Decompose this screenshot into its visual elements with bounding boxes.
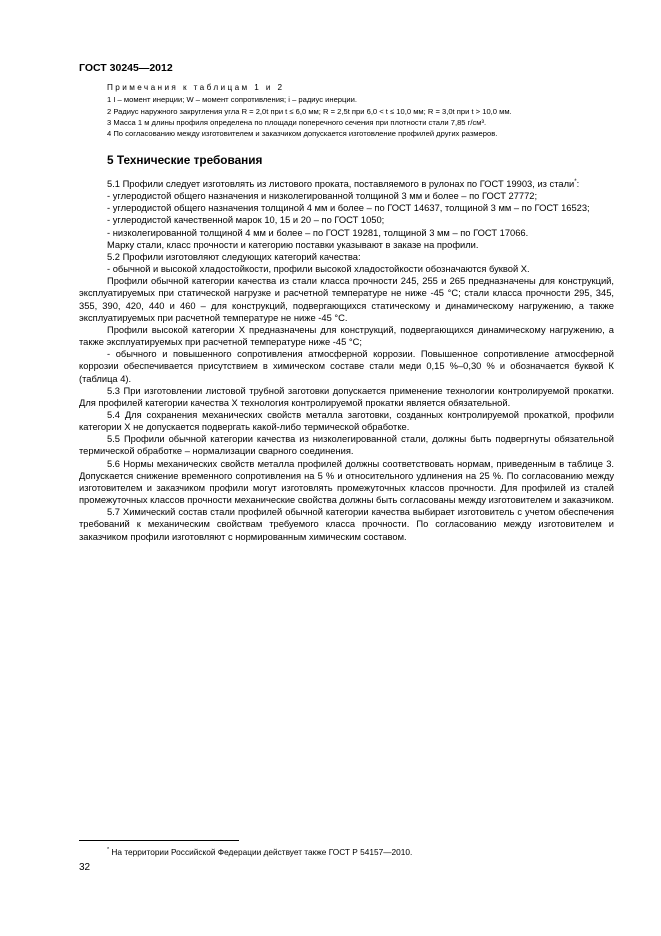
paragraph-5-1 <box>79 178 614 190</box>
footnote-text: На территории Российской Федерации действует также ГОСТ Р 54157—2010. <box>111 847 413 857</box>
document-header: ГОСТ 30245—2012 <box>79 62 173 74</box>
list-item: - обычного и повышенного сопротивления атмосферной коррозии. Повышенное сопротивление атмосферной коррозии обеспечивается присутствием в химическом составе стали меди 0,15 %–0,30 % и обозначается буквой К (таблица 4). <box>79 349 614 384</box>
footnote-marker: * <box>574 178 577 185</box>
list-item: - углеродистой общего назначения и низколегированной толщиной 3 мм и более – по ГОСТ 27772; <box>107 191 538 202</box>
paragraph-5-1-text: 5.1 Профили следует изготовлять из листового проката, поставляемого в рулонах по ГОСТ 19903, из стали <box>107 179 575 189</box>
paragraph-5-4: 5.4 Для сохранения механических свойств металла заготовки, созданных контролируемой прокаткой, профили категории Х не допускается подвергать какой-либо термической обработке. <box>79 409 614 433</box>
note-item-3: 3 Масса 1 м длины профиля определена по площади поперечного сечения при плотности стали 7,85 г/см³. <box>107 117 487 127</box>
paragraph-5-6: 5.6 Нормы механических свойств металла профилей должны соответствовать нормам, приведенным в таблице 3. Допускается снижение временного сопротивления на 5 % и относительного удлинения на 25 %. По согласованию между изготовителем и заказчиком профили могут изготовлять промежуточных классов прочности. Для профилей из сталей промежуточных классов прочности механические свойства должны быть согласованы между изготовителем и заказчиком. <box>79 458 614 506</box>
list-item: - обычной и высокой хладостойкости, профили высокой хладостойкости обозначаются буквой Х. <box>107 264 530 275</box>
table-notes <box>107 82 607 139</box>
section-body <box>79 178 614 543</box>
paragraph: Профили обычной категории качества из стали класса прочности 245, 255 и 265 предназначены для конструкций, эксплуатируемых при статической нагрузке и расчетной температуре не ниже -45 °С; стали класса прочности 295, 345, 355, 390, 420, 440 и 460 – для конструкций, подвергающихся статическому и динамическому нагружению, а также эксплуатируемых при расчетной температуре не ниже -45 °С. <box>79 276 614 323</box>
note-item-2: 2 Радиус наружного закругления угла R = 2,0t при t ≤ 6,0 мм; R = 2,5t при 6,0 < t ≤ 10,0 мм; R = 3,0t при t > 10,0 мм. <box>107 106 512 116</box>
notes-title: Примечания к таблицам 1 и 2 <box>107 83 285 92</box>
section-title: 5 Технические требования <box>107 153 263 167</box>
page-number: 32 <box>79 862 91 873</box>
paragraph-5-7: 5.7 Химический состав стали профилей обычной категории качества выбирает изготовитель с учетом обеспечения требований к механическим свойствам требуемого класса прочности. По согласованию между изготовителем и заказчиком профили изготовляют с нормированным химическим составом. <box>79 507 614 542</box>
paragraph-5-2: 5.2 Профили изготовляют следующих категорий качества: <box>107 251 361 262</box>
paragraph-5-1-end: : <box>576 179 580 189</box>
list-item: - углеродистой общего назначения толщиной 4 мм и более – по ГОСТ 14637, толщиной 3 мм – по ГОСТ 16523; <box>107 203 590 214</box>
note-item-4: 4 По согласованию между изготовителем и заказчиком допускается изготовление профилей других размеров. <box>107 129 498 139</box>
list-item: - углеродистой качественной марок 10, 15 и 20 – по ГОСТ 1050; <box>107 215 385 226</box>
footnote-marker: * <box>107 847 110 854</box>
note-item-1: 1 I – момент инерции; W – момент сопротивления; i – радиус инерции. <box>107 95 357 105</box>
paragraph: Профили высокой категории Х предназначены для конструкций, подвергающихся динамическому нагружению, а также эксплуатируемых при расчетной температуре ниже -45 °С; <box>79 324 614 348</box>
paragraph-5-3: 5.3 При изготовлении листовой трубной заготовки допускается применение технологии контролируемой прокатки. Для профилей категории качества Х технология контролируемой прокатки является обязательной. <box>79 385 614 408</box>
footnote <box>107 847 412 857</box>
list-item: - низколегированной толщиной 4 мм и более – по ГОСТ 19281, толщиной 3 мм – по ГОСТ 17066. <box>107 227 529 238</box>
paragraph-5-5: 5.5 Профили обычной категории качества из низколегированной стали, должны быть подвергнуты обязательной термической обработке – нормализации сварного соединения. <box>79 434 614 457</box>
paragraph: Марку стали, класс прочности и категорию поставки указывают в заказе на профили. <box>107 239 479 250</box>
footnote-divider <box>79 840 239 841</box>
